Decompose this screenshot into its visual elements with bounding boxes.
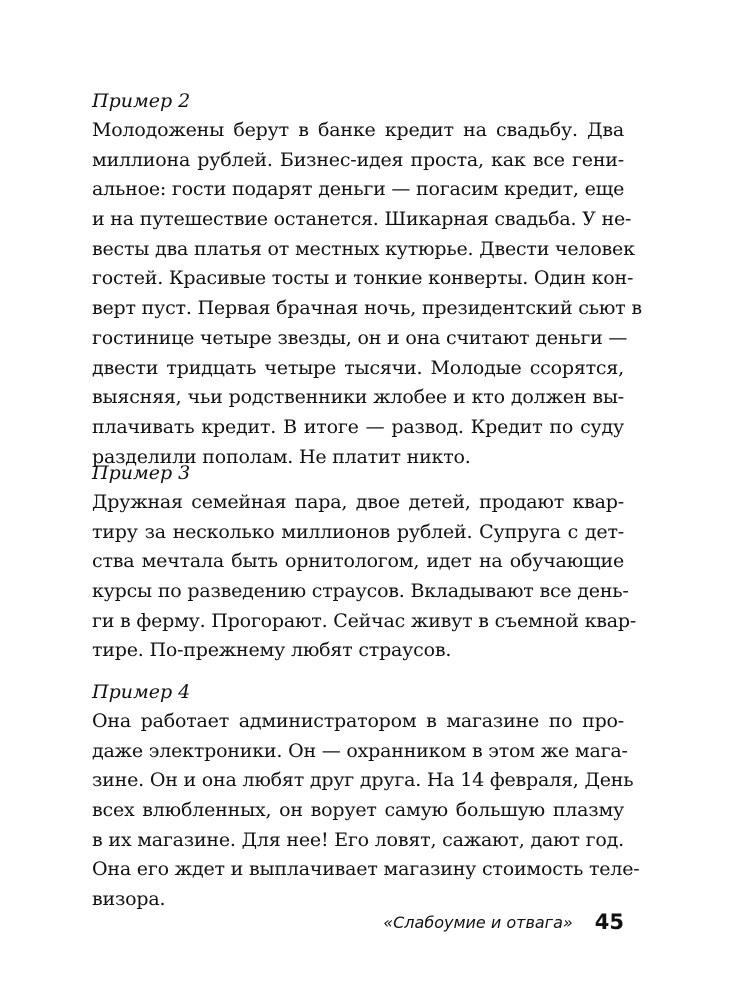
text-line: двести тридцать четыре тысячи. Молодые ссорятся,	[92, 356, 624, 379]
text-line: визора.	[92, 888, 166, 911]
text-line: плачивать кредит. В итоге — развод. Кредит по суду	[92, 415, 624, 438]
text-line: выясняя, чьи родственники жлобее и кто должен вы-	[92, 386, 624, 409]
text-line: в их магазине. Для нее! Его ловят, сажают, дают год.	[92, 828, 624, 851]
example-2	[92, 86, 642, 472]
text-line: тиру за несколько миллионов рублей. Супруга с дет-	[92, 520, 624, 543]
example-body	[92, 707, 640, 915]
example-3	[92, 458, 637, 666]
text-line: зине. Он и она любят друг друга. На 14 февраля, День	[92, 769, 634, 792]
text-line: тире. По-прежнему любят страусов.	[92, 639, 452, 662]
example-body	[92, 116, 642, 472]
text-line: разделили пополам. Не платит никто.	[92, 445, 471, 468]
text-line: ги в ферму. Прогорают. Сейчас живут в съемной квар-	[92, 609, 637, 632]
page-number: 45	[594, 910, 624, 934]
text-line: Она его ждет и выплачивает магазину стоимость теле-	[92, 858, 640, 881]
text-line: весты два платья от местных кутюрье. Двести человек	[92, 237, 635, 260]
example-heading: Пример 4	[92, 681, 191, 703]
text-line: верт пуст. Первая брачная ночь, президентский сьют в	[92, 297, 642, 320]
text-line: Она работает администратором в магазине по про-	[92, 710, 624, 732]
text-line: всех влюбленных, он ворует самую большую плазму	[92, 799, 624, 822]
example-4	[92, 677, 640, 915]
text-line: гостинице четыре звезды, он и она считают деньги —	[92, 326, 628, 349]
example-heading: Пример 2	[92, 90, 191, 112]
example-heading: Пример 3	[92, 462, 191, 484]
text-line: и на путешествие останется. Шикарная свадьба. У не-	[92, 208, 632, 231]
example-body	[92, 488, 637, 666]
text-line: миллиона рублей. Бизнес-идея проста, как все гени-	[92, 148, 624, 171]
page-footer	[340, 905, 624, 939]
text-line: даже электроники. Он — охранником в этом же мага-	[92, 739, 628, 762]
text-line: ства мечтала быть орнитологом, идет на обучающие	[92, 550, 624, 573]
text-line: гостей. Красивые тосты и тонкие конверты. Один кон-	[92, 267, 634, 290]
text-line: Молодожены берут в банке кредит на свадьбу. Два	[92, 119, 624, 141]
running-title: «Слабоумие и отвага»	[383, 912, 573, 932]
text-line: альное: гости подарят деньги — погасим кредит, еще	[92, 178, 625, 201]
text-line: Дружная семейная пара, двое детей, продают квар-	[92, 491, 624, 513]
text-line: курсы по разведению страусов. Вкладывают все день-	[92, 580, 629, 603]
